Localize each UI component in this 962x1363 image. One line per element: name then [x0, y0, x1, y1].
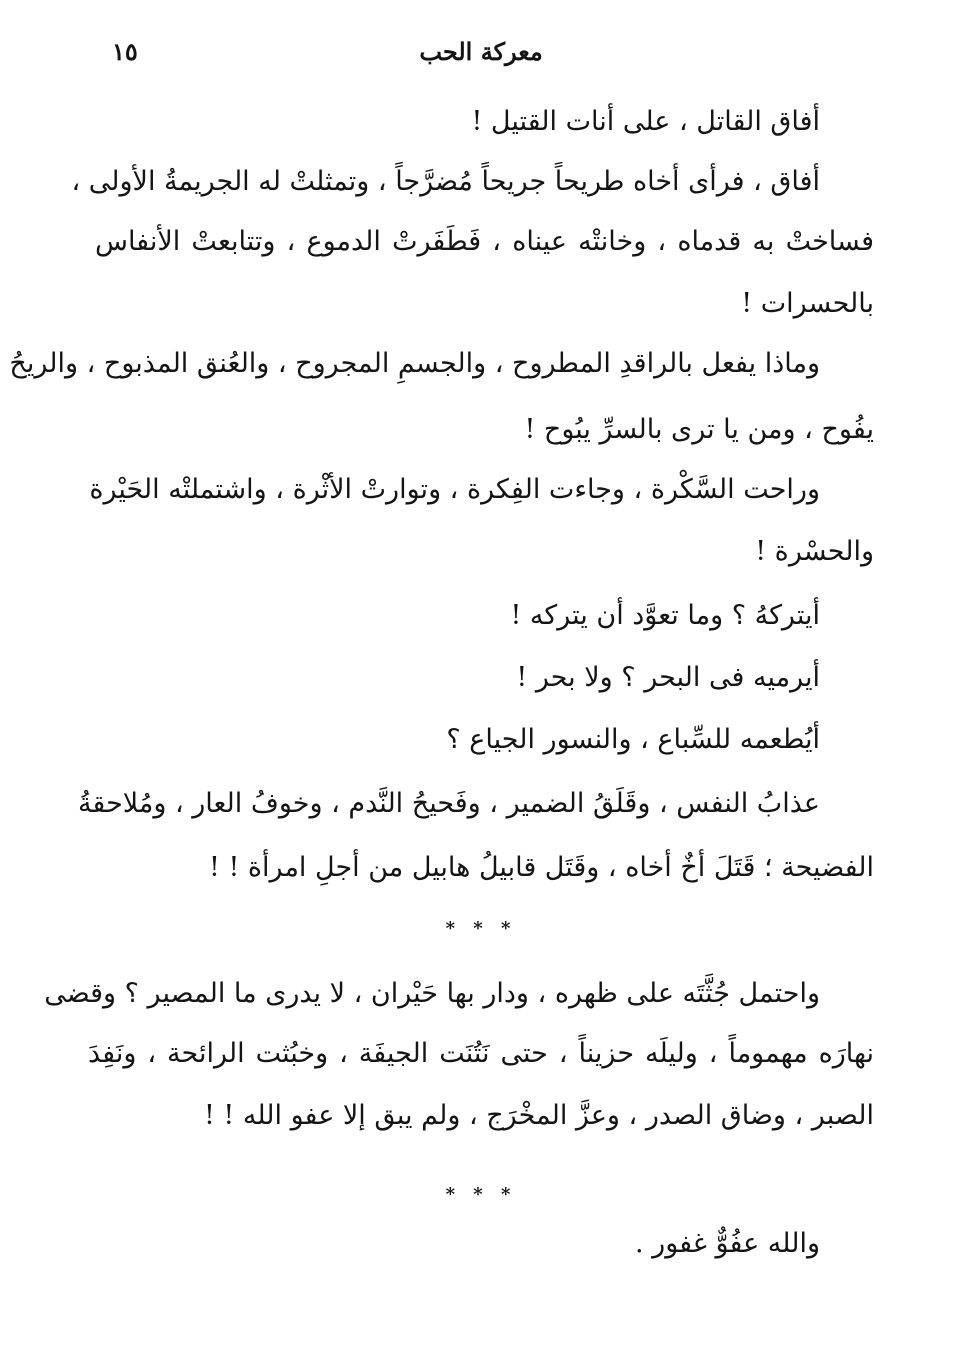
text-line: الفضيحة ؛ قَتَلَ أخٌ أخاه ، وقَتَل قابيلُ هابيل من أجلِ امرأة ! !	[209, 852, 874, 883]
text-line: بالحسرات !	[741, 288, 874, 319]
text-line: والحسْرة !	[755, 536, 874, 567]
text-line: أفاق القاتل ، على أنات القتيل !	[471, 106, 820, 137]
text-line: واحتمل جُثَّتَه على ظهره ، ودار بها حَيْران ، لا يدرى ما المصير ؟ وقضى	[44, 978, 820, 1009]
section-separator: * * *	[445, 1184, 517, 1205]
text-line: يفُوح ، ومن يا ترى بالسرِّ يبُوح !	[524, 414, 874, 445]
text-line: الصبر ، وضاق الصدر ، وعزَّ المخْرَج ، ولم يبق إلا عفو الله ! !	[204, 1100, 874, 1131]
text-line: أيتركهُ ؟ وما تعوَّد أن يتركه !	[510, 600, 820, 631]
page-number: ١٥	[112, 37, 138, 66]
text-line: أفاق ، فرأى أخاه طريحاً جريحاً مُضرَّجاً ، وتمثلتْ له الجريمةُ الأولى ،	[71, 166, 820, 197]
text-line: أيرميه فى البحر ؟ ولا بحر !	[516, 662, 820, 693]
running-title: معركة الحب	[419, 37, 543, 66]
text-line: أيُطعمه للسِّباع ، والنسور الجياع ؟	[446, 724, 820, 755]
text-line: وراحت السَّكْرة ، وجاءت الفِكرة ، وتوارتْ الأثْرة ، واشتملتْه الحَيْرة	[89, 474, 820, 505]
page-header	[90, 32, 872, 72]
text-line: فساختْ به قدماه ، وخانتْه عيناه ، فَطَفَرتْ الدموع ، وتتابعتْ الأنفاس	[95, 226, 874, 257]
text-line: عذابُ النفس ، وقَلَقُ الضمير ، وفَحيحُ النَّدم ، وخوفُ العار ، ومُلاحقةُ	[77, 788, 820, 819]
text-line: والله عفُوٌّ غفور .	[635, 1228, 820, 1259]
section-separator: * * *	[445, 918, 517, 939]
text-line: نهارَه مهموماً ، وليلَه حزيناً ، حتى نَتُنَت الجيفَة ، وخبُثت الرائحة ، ونَفِدَ	[88, 1038, 874, 1069]
text-line: وماذا يفعل بالراقدِ المطروح ، والجسمِ المجروح ، والعُنق المذبوح ، والريحُ	[9, 348, 820, 379]
